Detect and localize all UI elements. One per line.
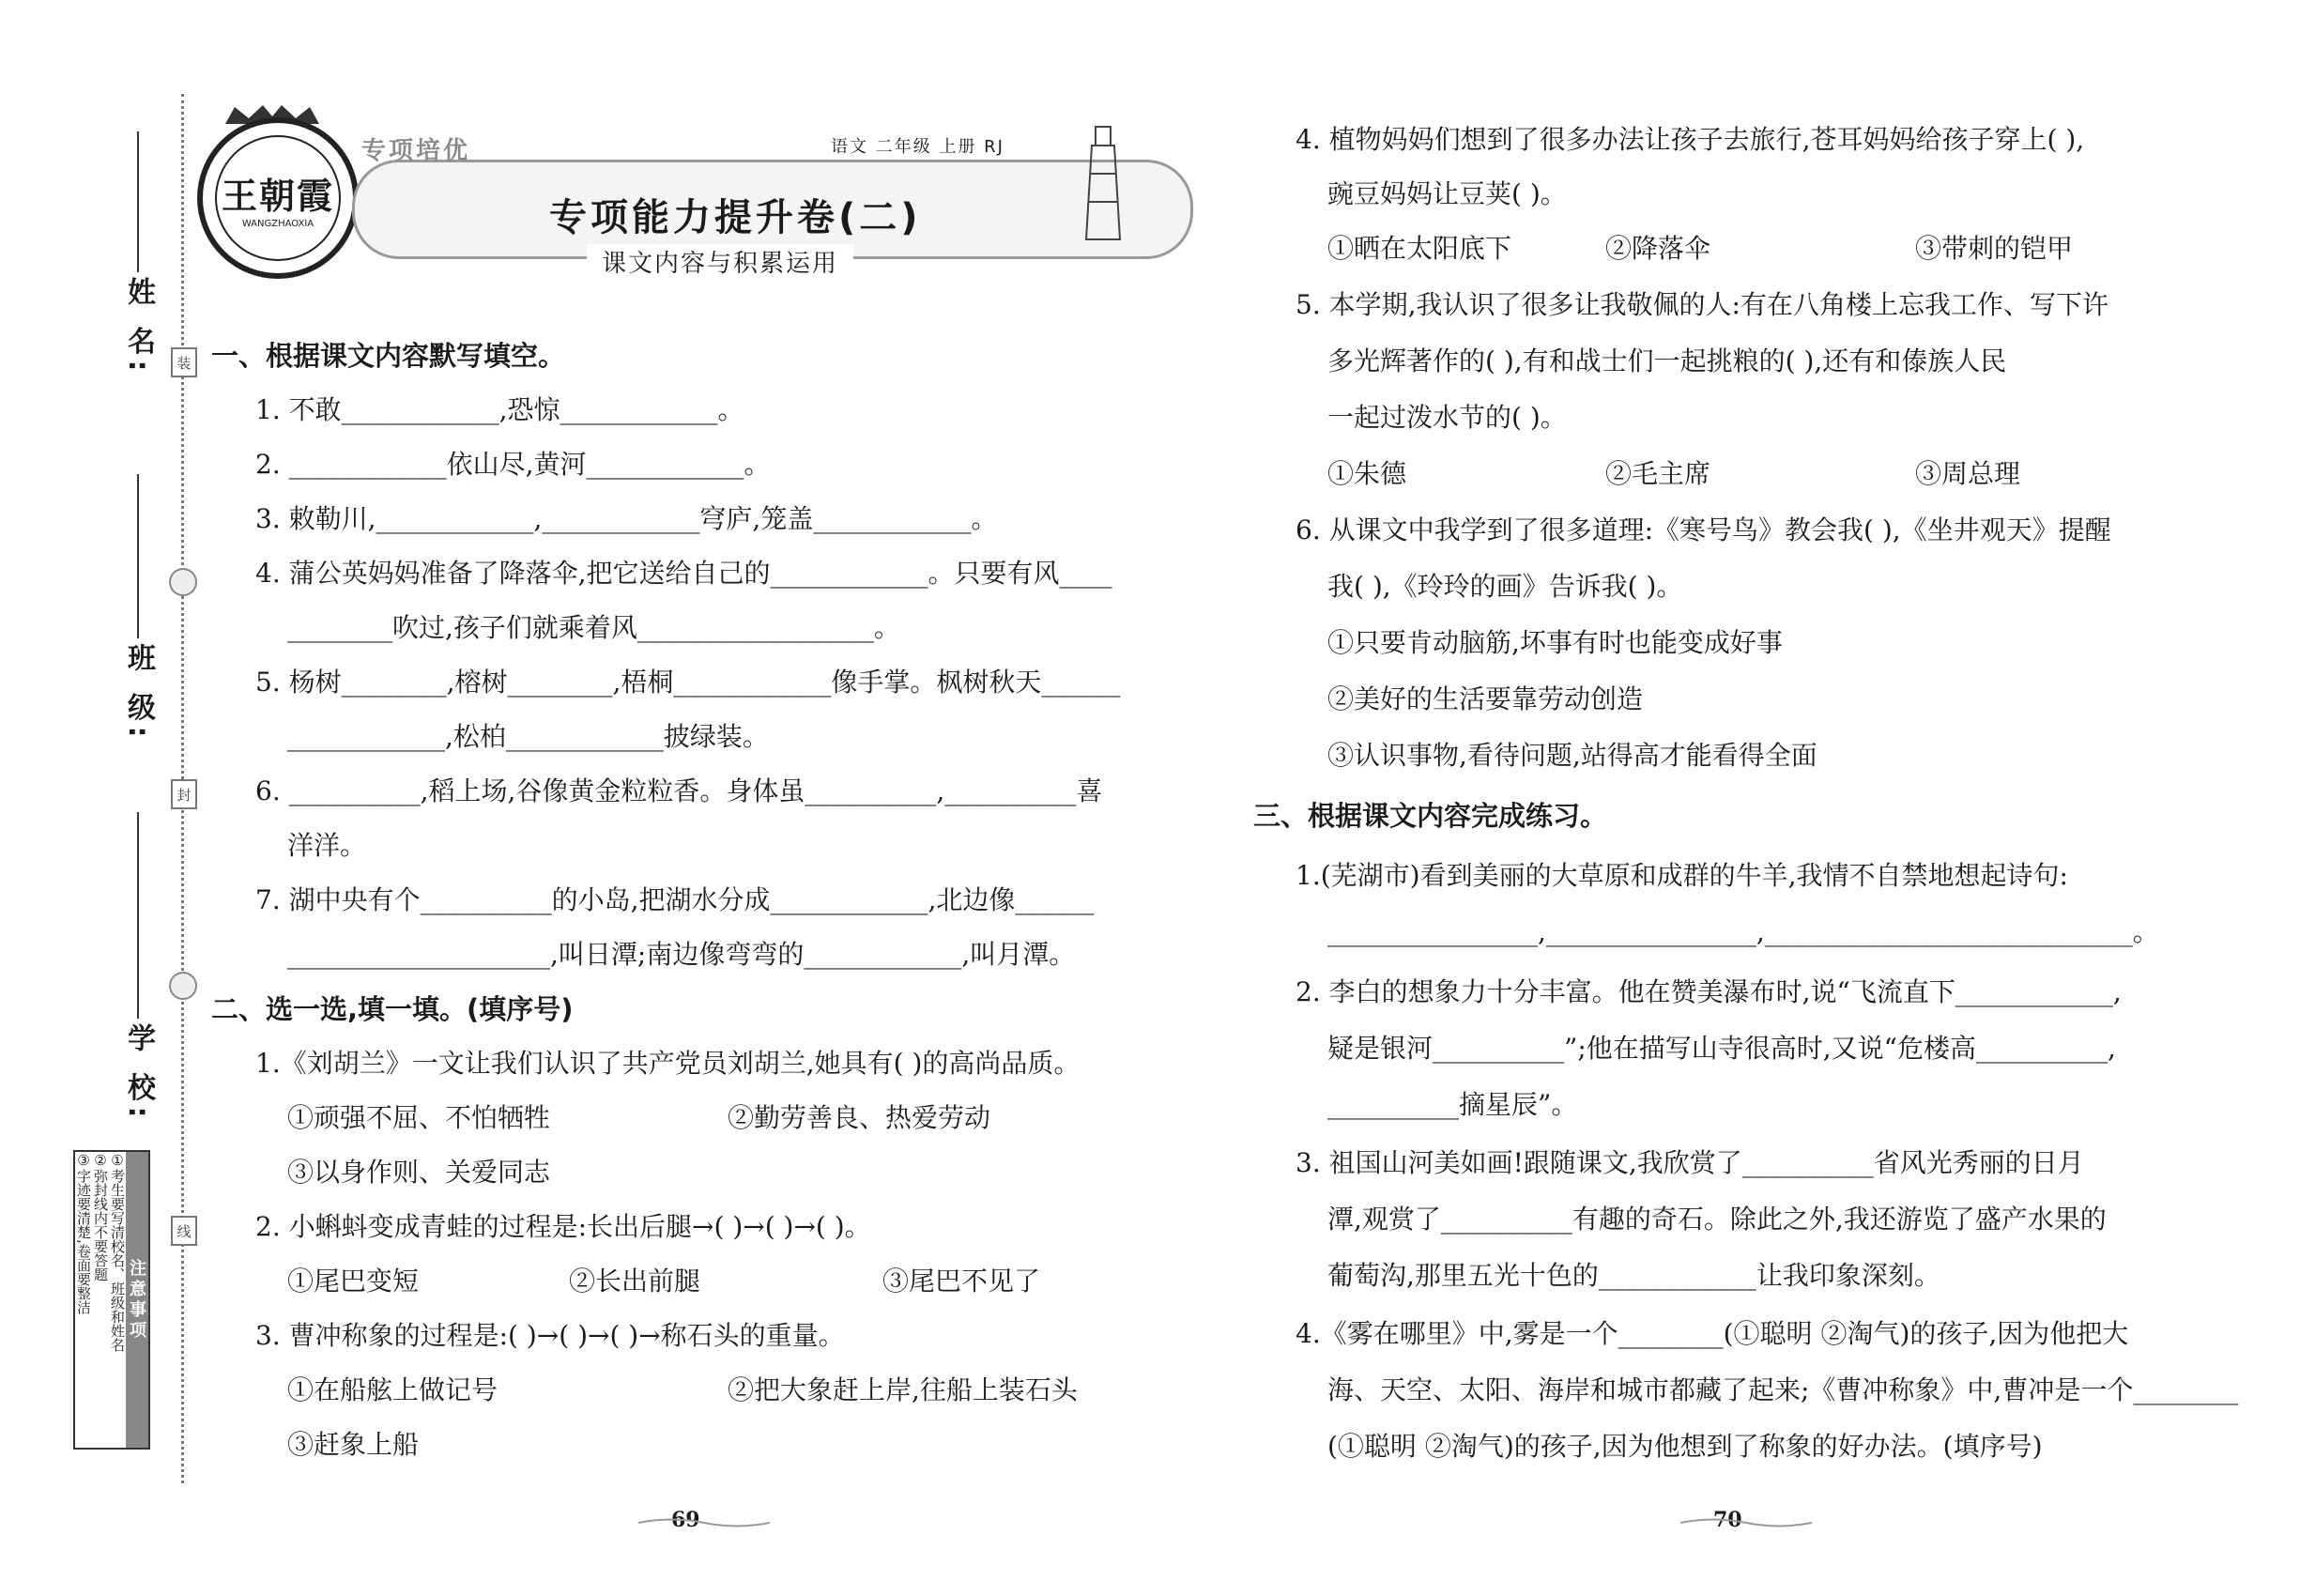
question-line[interactable]: 2. ____________依山尽,黄河____________。 — [255, 449, 771, 480]
question-line[interactable]: 7. 湖中央有个__________的小岛,把湖水分成____________,北边像______ — [255, 884, 1095, 915]
cut-circle-icon — [169, 972, 197, 1000]
page-number: 70 — [1713, 1508, 1742, 1532]
question-line[interactable]: ________吹过,孩子们就乘着风__________________。 — [287, 612, 900, 643]
question-line[interactable]: ________________,________________,____________________________。 — [1327, 916, 2159, 947]
question-line[interactable]: 潭,观赏了__________有趣的奇石。除此之外,我还游览了盛产水果的 — [1327, 1204, 2107, 1235]
question-line[interactable]: 豌豆妈妈让豆荚( )。 — [1327, 178, 1567, 209]
question-line[interactable]: 6. 从课文中我学到了很多道理:《寒号鸟》教会我( ),《坐井观天》提醒 — [1296, 514, 2111, 545]
question-line[interactable]: ____________________,叫日潭;南边像弯弯的____________,叫月潭。 — [287, 939, 1076, 970]
note-item: ②弥封线内不要答题 — [92, 1152, 109, 1281]
logo-text: 王朝霞 — [221, 175, 334, 217]
section-1-title: 一、根据课文内容默写填空。 — [211, 340, 566, 372]
page-ornament — [638, 1516, 770, 1529]
option: ②美好的生活要靠劳动创造 — [1327, 683, 1644, 714]
section-tag: 专项培优 — [361, 137, 471, 165]
option: ③周总理 — [1915, 458, 2021, 489]
question-line[interactable]: 一起过泼水节的( )。 — [1327, 402, 1567, 433]
class-line[interactable] — [137, 474, 139, 638]
lighthouse-icon — [1075, 122, 1131, 244]
question-line[interactable]: 2. 小蝌蚪变成青蛙的过程是:长出后腿→( )→( )→( )。 — [255, 1211, 871, 1242]
cut-mark: 线 — [171, 1216, 197, 1246]
question-line[interactable]: 1.(芜湖市)看到美丽的大草原和成群的牛羊,我情不自禁地想起诗句: — [1296, 860, 2068, 891]
question-line[interactable]: 2. 李白的想象力十分丰富。他在赞美瀑布时,说“飞流直下____________, — [1296, 976, 2122, 1007]
question-line[interactable]: 葡萄沟,那里五光十色的____________让我印象深刻。 — [1327, 1260, 1940, 1291]
question-line[interactable]: 6. __________,稻上场,谷像黄金粒粒香。身体虽__________,__________喜 — [255, 775, 1103, 806]
notes-title: 注意事项 — [126, 1152, 148, 1448]
logo — [197, 117, 359, 279]
option: ①顽强不屈、不怕牺牲 — [287, 1102, 551, 1133]
option: ①只要肯动脑筋,坏事有时也能变成好事 — [1327, 627, 1783, 658]
school-line[interactable] — [137, 812, 139, 1019]
question-line[interactable]: 海、天空、太阳、海岸和城市都藏了起来;《曹冲称象》中,曹冲是一个________ — [1327, 1374, 2239, 1405]
question-line[interactable]: (①聪明 ②淘气)的孩子,因为他想到了称象的好办法。(填序号) — [1327, 1431, 2043, 1462]
page-header — [192, 103, 1188, 291]
name-label: 姓 名: — [122, 277, 155, 377]
option: ②勤劳善良、热爱劳动 — [728, 1102, 991, 1133]
page-title: 专项能力提升卷(二) — [549, 196, 922, 239]
subject-meta: 语文 二年级 上册 RJ — [831, 137, 1004, 157]
cut-circle-icon — [169, 568, 197, 596]
note-item: ①考生要写清校名、班级和姓名 — [109, 1152, 126, 1352]
option: ②长出前腿 — [569, 1266, 701, 1297]
question-line: 洋洋。 — [287, 830, 367, 861]
page-subtitle: 课文内容与积累运用 — [587, 244, 853, 279]
school-label: 学 校: — [122, 1023, 155, 1124]
question-line[interactable]: __________摘星辰”。 — [1327, 1089, 1578, 1120]
question-line[interactable]: 4.《雾在哪里》中,雾是一个________(①聪明 ②淘气)的孩子,因为他把大 — [1296, 1318, 2129, 1349]
option: ②降落伞 — [1605, 233, 1711, 264]
binding-strip — [0, 0, 188, 1596]
option: ③认识事物,看待问题,站得高才能看得全面 — [1327, 740, 1817, 771]
question-line[interactable]: 1.《刘胡兰》一文让我们认识了共产党员刘胡兰,她具有( )的高尚品质。 — [255, 1048, 1081, 1079]
notes-box — [73, 1150, 150, 1450]
option: ②毛主席 — [1605, 458, 1711, 489]
option: ①朱德 — [1327, 458, 1407, 489]
section-3-title: 三、根据课文内容完成练习。 — [1253, 800, 1608, 832]
question-line[interactable]: 4. 植物妈妈们想到了很多办法让孩子去旅行,苍耳妈妈给孩子穿上( ), — [1296, 124, 2085, 155]
question-line[interactable]: 3. 曹冲称象的过程是:( )→( )→( )→称石头的重量。 — [255, 1320, 845, 1351]
cut-mark: 封 — [171, 779, 197, 809]
question-line[interactable]: 5. 本学期,我认识了很多让我敬佩的人:有在八角楼上忘我工作、写下许 — [1296, 289, 2108, 320]
question-line[interactable]: 疑是银河__________”;他在描写山寺很高时,又说“危楼高__________, — [1327, 1033, 2116, 1064]
question-line[interactable]: 3. 敕勒川,____________,____________穹庐,笼盖____________。 — [255, 503, 998, 534]
question-line[interactable]: 多光辉著作的( ),有和战士们一起挑粮的( ),还有和傣族人民 — [1327, 345, 2007, 376]
page-ornament — [1680, 1516, 1812, 1529]
name-line[interactable] — [137, 131, 139, 272]
page-number: 69 — [671, 1508, 700, 1532]
option: ③赶象上船 — [287, 1429, 420, 1460]
option: ③带刺的铠甲 — [1915, 233, 2074, 264]
option: ①在船舷上做记号 — [287, 1374, 498, 1405]
cut-mark: 装 — [171, 347, 197, 377]
question-line[interactable]: 我( ),《玲玲的画》告诉我( )。 — [1327, 571, 1683, 602]
section-2-title: 二、选一选,填一填。(填序号) — [211, 993, 574, 1025]
question-line[interactable]: 1. 不敢____________,恐惊____________。 — [255, 394, 744, 425]
question-line[interactable]: 5. 杨树________,榕树________,梧桐____________像手掌。枫树秋天______ — [255, 667, 1121, 698]
question-line[interactable]: 3. 祖国山河美如画!跟随课文,我欣赏了__________省风光秀丽的日月 — [1296, 1147, 2084, 1178]
class-label: 班 级: — [122, 643, 155, 744]
question-line[interactable]: ____________,松柏____________披绿装。 — [287, 721, 769, 752]
option: ③尾巴不见了 — [882, 1266, 1041, 1297]
option: ①尾巴变短 — [287, 1266, 420, 1297]
note-item: ③字迹要清楚,卷面要整洁 — [75, 1152, 92, 1314]
option: ①晒在太阳底下 — [1327, 233, 1512, 264]
option: ③以身作则、关爱同志 — [287, 1157, 551, 1188]
option: ②把大象赶上岸,往船上装石头 — [728, 1374, 1078, 1405]
logo-sub: WANGZHAOXIA — [241, 219, 314, 229]
question-line[interactable]: 4. 蒲公英妈妈准备了降落伞,把它送给自己的____________。只要有风____ — [255, 558, 1112, 589]
